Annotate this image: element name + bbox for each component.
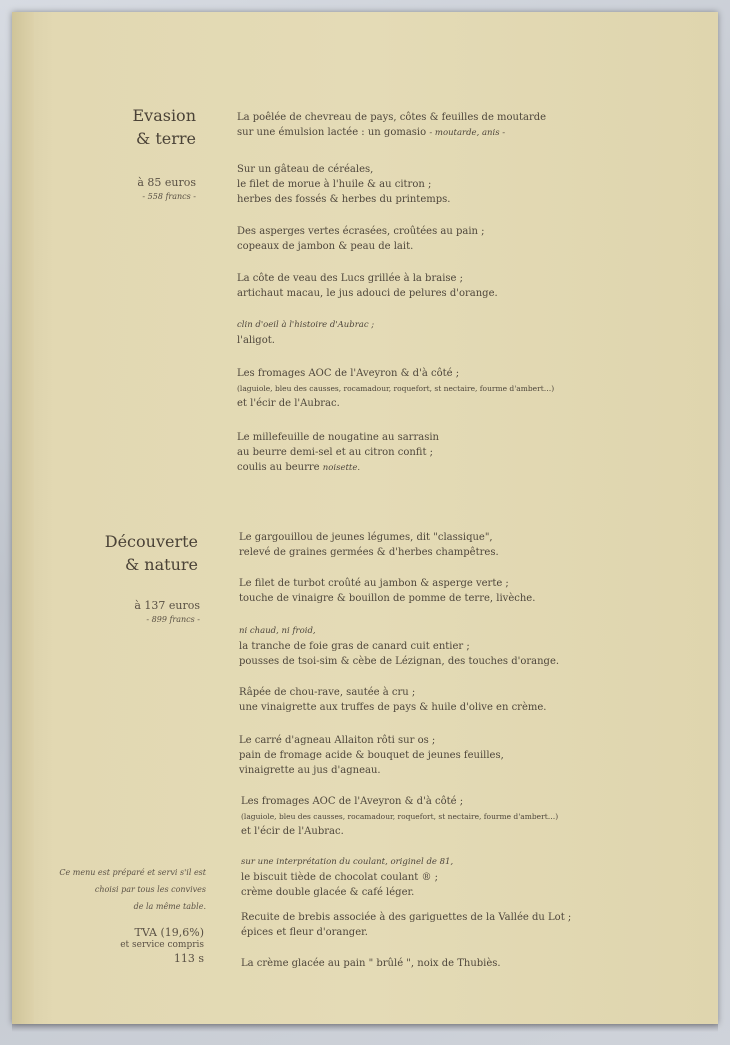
section-title-evasion <box>0 104 196 150</box>
dish-line: pain de fromage acide & bouquet de jeunes feuilles, <box>239 750 504 761</box>
dish-item <box>237 318 617 348</box>
tva-notice <box>4 926 204 965</box>
dish-item <box>237 110 617 141</box>
dish-line-text: sur une émulsion lactée : un gomasio <box>237 127 427 138</box>
dish-line: relevé de graines germées & d'herbes champêtres. <box>239 547 499 558</box>
dish-line-italic: - moutarde, anis - <box>429 128 506 138</box>
dish-item <box>241 855 621 900</box>
dish-line: copeaux de jambon & peau de lait. <box>237 241 414 252</box>
dish-line: épices et fleur d'oranger. <box>241 927 368 938</box>
dish-line: artichaut macau, le jus adouci de pelures d'orange. <box>237 288 498 299</box>
dish-line: Râpée de chou-rave, sautée à cru ; <box>239 687 416 698</box>
menu-page <box>12 12 718 1024</box>
dish-line: Recuite de brebis associée à des gariguettes de la Vallée du Lot ; <box>241 912 572 923</box>
dish-line: Le filet de turbot croûté au jambon & asperge verte ; <box>239 578 509 589</box>
dish-item <box>239 685 619 715</box>
menu-note <box>6 864 206 915</box>
dish-line: et l'écir de l'Aubrac. <box>241 826 344 837</box>
dish-intro: sur une interprétation du coulant, originel de 81, <box>241 857 454 867</box>
dish-line: Les fromages AOC de l'Aveyron & d'à côté ; <box>237 368 460 379</box>
dish-item <box>239 576 619 606</box>
dish-item <box>239 733 619 778</box>
dish-line: pousses de tsoi-sim & cèbe de Lézignan, des touches d'orange. <box>239 656 560 667</box>
dish-intro: clin d'oeil à l'histoire d'Aubrac ; <box>237 320 375 330</box>
price-francs: - 558 francs - <box>142 192 196 201</box>
dish-line: Les fromages AOC de l'Aveyron & d'à côté ; <box>241 796 464 807</box>
dish-item <box>239 530 619 560</box>
dish-line: herbes des fossés & herbes du printemps. <box>237 194 451 205</box>
dish-item <box>237 162 617 207</box>
dish-item <box>241 956 621 971</box>
section-price-decouverte <box>0 599 200 627</box>
dish-detail: (laguiole, bleu des causses, rocamadour, roquefort, st nectaire, fourme d'ambert…) <box>237 384 555 393</box>
section-title-line2: & nature <box>124 555 198 574</box>
price-francs: - 899 francs - <box>146 615 200 624</box>
section-price-evasion <box>0 176 196 204</box>
dish-line-text: coulis au beurre <box>237 462 320 473</box>
note-line: Ce menu est préparé et servi s'il est <box>59 868 206 877</box>
page-shadow <box>12 1024 718 1032</box>
dish-line: au beurre demi-sel et au citron confit ; <box>237 447 434 458</box>
dish-line: vinaigrette au jus d'agneau. <box>239 765 381 776</box>
dish-line: et l'écir de l'Aubrac. <box>237 398 340 409</box>
dish-line: le biscuit tiède de chocolat coulant ® ; <box>241 872 439 883</box>
dish-line: le filet de morue à l'huile & au citron ; <box>237 179 432 190</box>
dish-line: crème double glacée & café léger. <box>241 887 415 898</box>
section-title-decouverte <box>0 530 198 576</box>
dish-line <box>237 460 617 476</box>
dish-line <box>237 125 617 141</box>
dish-item <box>239 624 619 669</box>
dish-line: une vinaigrette aux truffes de pays & huile d'olive en crème. <box>239 702 547 713</box>
dish-item <box>237 366 617 411</box>
price-euros: à 137 euros <box>134 599 200 612</box>
dish-line: Le millefeuille de nougatine au sarrasin <box>237 432 439 443</box>
dish-line: la tranche de foie gras de canard cuit entier ; <box>239 641 470 652</box>
note-line: choisi par tous les convives <box>94 885 206 894</box>
dish-line: l'aligot. <box>237 335 275 346</box>
dish-item <box>237 430 617 476</box>
note-line: de la même table. <box>133 902 206 911</box>
tva-line3: 113 s <box>173 952 204 965</box>
dish-line: Des asperges vertes écrasées, croûtées au pain ; <box>237 226 485 237</box>
dish-line: Sur un gâteau de céréales, <box>237 164 374 175</box>
dish-line-italic: noisette. <box>322 463 361 473</box>
dish-item <box>237 271 617 301</box>
dish-intro: ni chaud, ni froid, <box>239 626 316 636</box>
price-euros: à 85 euros <box>137 176 196 189</box>
dish-item <box>237 224 617 254</box>
dish-line: Le gargouillou de jeunes légumes, dit "classique", <box>239 532 493 543</box>
dish-detail: (laguiole, bleu des causses, rocamadour, roquefort, st nectaire, fourme d'ambert…) <box>241 812 559 821</box>
dish-line: touche de vinaigre & bouillon de pomme de terre, livèche. <box>239 593 536 604</box>
section-title-line1: Evasion <box>132 106 196 125</box>
tva-line1: TVA (19,6%) <box>134 926 204 939</box>
section-title-line2: & terre <box>136 129 196 148</box>
dish-line: La poêlée de chevreau de pays, côtes & feuilles de moutarde <box>237 112 547 123</box>
dish-item <box>241 910 621 940</box>
dish-item <box>241 794 621 839</box>
dish-line: Le carré d'agneau Allaiton rôti sur os ; <box>239 735 436 746</box>
tva-line2: et service compris <box>120 940 204 950</box>
dish-line: La crème glacée au pain " brûlé ", noix de Thubiès. <box>241 958 501 969</box>
dish-line: La côte de veau des Lucs grillée à la braise ; <box>237 273 463 284</box>
section-title-line1: Découverte <box>104 532 198 551</box>
